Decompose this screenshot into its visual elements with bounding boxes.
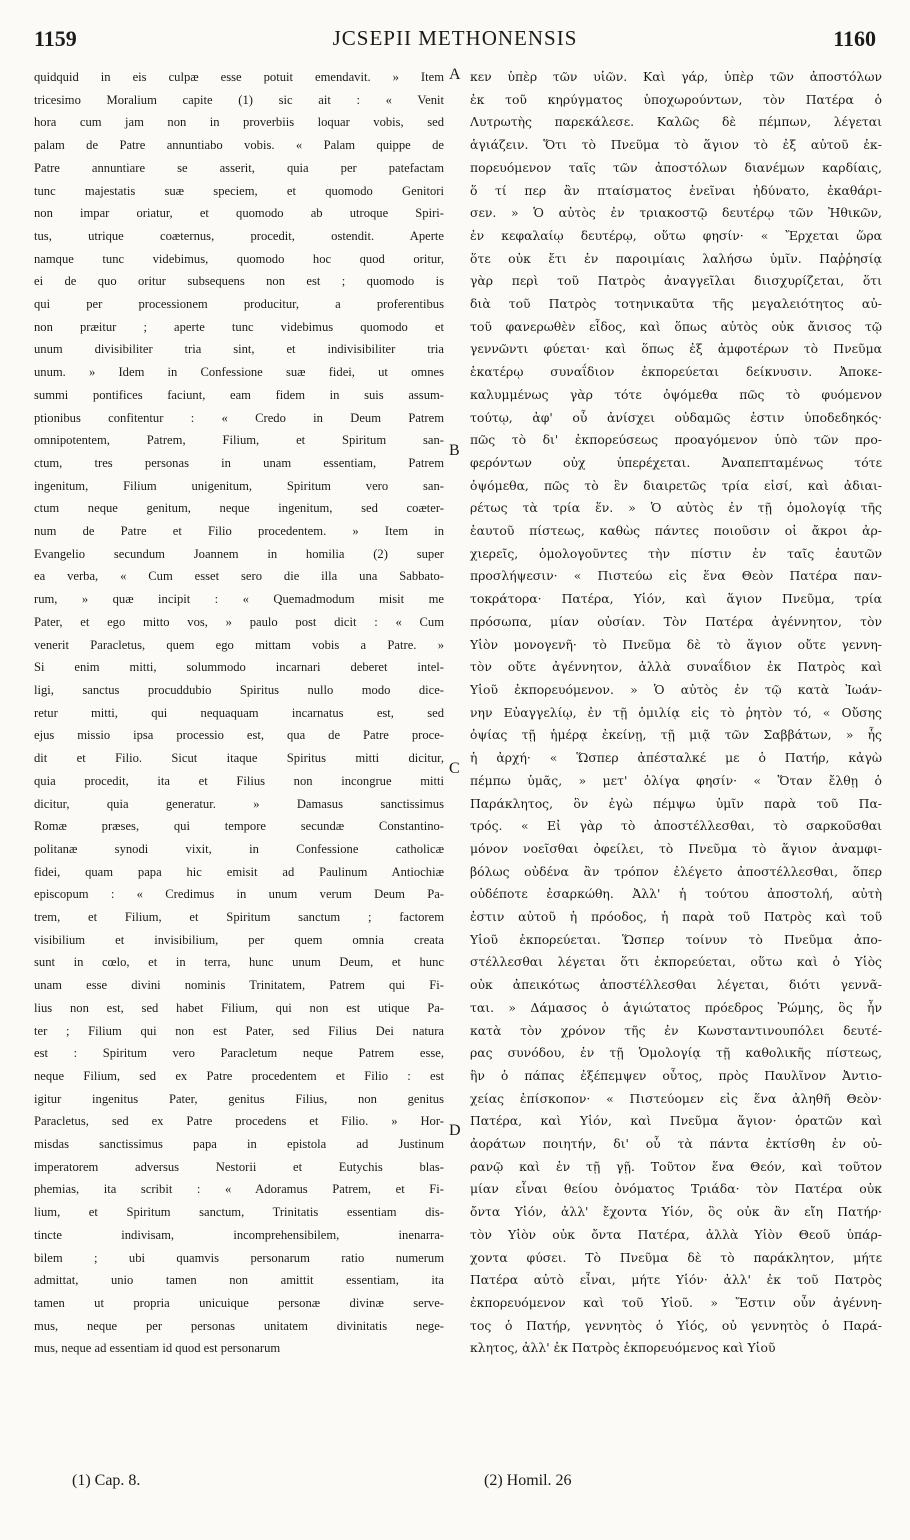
text-line: dicitur, quia generatur. » Damasus sanctissimus [34, 796, 444, 811]
text-line: βόλως οὐδένα ἂν τρόπον ἐλέγετο ἀποστέλλεσθαι, ὅπερ [470, 863, 882, 879]
text-line: πρόσωπα, μίαν οὐσίαν. Τὸν Πατέρα ἀγέννητον, τὸν [470, 613, 882, 629]
text-line: μίαν εἶναι θείου ὀνόματος Τριάδα· τὸν Πατέρα οὐκ [470, 1181, 882, 1197]
text-line: tamen ut propria unicuique personæ divinæ serve- [34, 1295, 444, 1310]
text-line: στέλλεσθαι λέγεται ὅτι ἐκπορεύεται, οὕτω καὶ ὁ Υἱὸς [470, 954, 882, 970]
text-line: omnipotentem, Patrem, Filium, et Spiritum san- [34, 433, 444, 448]
text-line: non impar oriatur, et quomodo ab utroque Spiri- [34, 206, 444, 221]
text-line: Πατέρα αὐτὸ εἶναι, μήτε Υἱόν· ἀλλ' ἐκ τοῦ Πατρὸς [470, 1272, 882, 1288]
text-line: ctum neque genitum, neque ingenitum, sed coæter- [34, 501, 444, 516]
footnote-left: (1) Cap. 8. [72, 1472, 141, 1489]
text-line: politanæ synodi vixit, in Confessione catholicæ [34, 841, 444, 856]
text-line: tunc majestatis suæ speciem, et quomodo Genitori [34, 183, 444, 198]
text-line: Evangelio secundum Joannem in homilia (2) super [34, 546, 444, 561]
text-line: retur mitti, qui nequaquam incarnatus est, sed [34, 705, 444, 720]
page-header [34, 26, 876, 66]
text-line: unum divisibiliter tria sint, et indivisibiliter tria [34, 342, 444, 357]
text-line: non præitur ; aperte tunc videbimus quomodo et [34, 319, 444, 334]
text-line: num de Patre et Filio procedentem. » Item in [34, 524, 444, 539]
text-line: τρός. « Εἰ γὰρ τὸ ἀποστέλλεσθαι, τὸ σαρκοῦσθαι [470, 818, 882, 834]
text-line: γὰρ περὶ τοῦ Πατρὸς ἀναγγεῖλαι διισχυρίζεται, ὅτι [470, 273, 882, 289]
margin-marker-c: C [449, 760, 460, 777]
text-line: Υἱὸν μονογενῆ· τὸ Πνεῦμα δὲ τὸ ἅγιον οὔτε γεννη- [470, 636, 882, 652]
text-line: Romæ præses, qui tempore secundæ Constantino- [34, 819, 444, 834]
text-line: τούτῳ, ἀφ' οὗ ἀνίσχει οὐδαμῶς ἐστιν ὑποδεδηκός· [470, 409, 882, 425]
text-line: bilem ; ubi quamvis personarum ratio numerum [34, 1250, 444, 1265]
text-line: ἑαυτοῦ πίστεως, καθὼς πάντες ποιοῦσιν οἱ ἄκροι ἀρ- [470, 523, 882, 539]
text-line: imperatorem adversus Nestorii et Eutychis blas- [34, 1159, 444, 1174]
text-line: Pater, et ego mitto vos, » paulo post dicit : « Cum [34, 614, 444, 629]
text-line: ei de quo oritur subsequens non est ; quomodo is [34, 274, 444, 289]
text-line: ἑκατέρῳ συναΐδιον ἐκπορεύεται δείκνυσιν. Ἀποκε- [470, 364, 882, 380]
text-line: τος ὁ Πατήρ, γεννητὸς ὁ Υἱός, οὐ γεννητὸς ὁ Παρά- [470, 1317, 882, 1333]
text-line: Υἱοῦ ἐκπορευόμενον. » Ὁ αὐτὸς ἐν τῷ κατὰ Ἰωάν- [470, 681, 882, 697]
text-line: ρέτως τὰ τρία ἕν. » Ὁ αὐτὸς ἐν τῇ ὁμολογίᾳ τῆς [470, 500, 882, 516]
text-line: πορευόμενον ταῖς τῶν ἀποστόλων διανέμων καρδίαις, [470, 159, 882, 175]
text-line: προσλήψεσιν· « Πιστεύω εἰς ἕνα Θεὸν Πατέρα παν- [470, 568, 882, 584]
text-line: venerit Paracletus, quem ego mittam vobis a Patre. » [34, 637, 444, 652]
margin-marker-d: D [449, 1122, 461, 1139]
text-line: mus, neque ad essentiam id quod est personarum [34, 1341, 281, 1356]
text-line: ἐν κεφαλαίῳ δευτέρῳ, οὕτω φησίν· « Ἔρχεται ὥρα [470, 227, 882, 243]
text-line: νην Εὐαγγελίῳ, ἐν τῇ ὁμιλίᾳ εἰς τὸ ῥητὸν τό, « Οὔσης [470, 704, 882, 720]
text-line: πέμπω ὑμᾶς, » μετ' ὀλίγα φησίν· « Ὅταν ἔλθῃ ὁ [470, 772, 882, 788]
text-line: misdas sanctissimus papa in epistola ad Justinum [34, 1137, 444, 1152]
text-line: ὀψόμεθα, πῶς τὸ ἓν διαιρετῶς τρία εἰσί, καὶ ἀδιαι- [470, 477, 882, 493]
text-line: ἀοράτων ποιητήν, δι' οὗ τὰ πάντα ἐκτίσθη ἐν οὐ- [470, 1136, 882, 1152]
text-line: Paracletus, sed ex Patre procedens et Filio. » Hor- [34, 1114, 444, 1129]
text-line: τὸν οὔτε ἀγέννητον, ἀλλὰ συναΐδιον ἐκ Πατρὸς καὶ [470, 659, 882, 675]
text-line: τοῦ φανερωθὲν εἶδος, καὶ ὅπως αὐτὸς οὐκ ἄνισος τῷ [470, 318, 882, 334]
text-line: lius non est, sed habet Filium, qui non est utique Pa- [34, 1000, 444, 1015]
text-line: ἐστιν αὐτοῦ ἡ πρόοδος, ἡ παρὰ τοῦ Πατρὸς καὶ τοῦ [470, 909, 882, 925]
text-line: Υἱοῦ ἐκπορεύεται. Ὥσπερ τοίνυν τὸ Πνεῦμα ἀπο- [470, 931, 882, 947]
text-line: trem, et Filium, et Spiritum sanctum ; factorem [34, 910, 444, 925]
text-line: lium, et Spiritum sanctum, Trinitatis essentiam dis- [34, 1205, 444, 1220]
text-line: Patre annuntiare se asserit, quia per patefactam [34, 160, 444, 175]
text-line: quia procedit, ita et Filius non incongrue mitti [34, 773, 444, 788]
text-line: summi pontifices faciunt, eam fidem in suis assum- [34, 387, 444, 402]
text-line: ρας συνόδου, ἐν τῇ Ὁμολογίᾳ τῇ καθολικῆς πίστεως, [470, 1045, 882, 1061]
text-line: tricesimo Moralium capite (1) sic ait : « Venit [34, 92, 444, 107]
text-line: κεν ὑπὲρ τῶν υἱῶν. Καὶ γάρ, ὑπὲρ τῶν ἀποστόλων [470, 69, 882, 84]
text-line: palam de Patre annuntiabo vobis. « Palam quippe de [34, 138, 444, 153]
text-line: mus, neque per personas unitatem divinitatis nege- [34, 1318, 444, 1333]
text-line: unum. » Idem in Confessione suæ fidei, ut omnes [34, 365, 444, 380]
text-line: ἐκπορευόμενον καὶ τοῦ Υἱοῦ. » Ἔστιν οὖν ἀγέννη- [470, 1294, 882, 1310]
text-line: καλυμμένως γὰρ τότε ὀψόμεθα πῶς τὸ φυόμενον [470, 386, 882, 402]
text-line: episcopum : « Credimus in unum verum Deum Pa- [34, 887, 444, 902]
text-line: ὄντα Υἱόν, ἀλλ' ἔχοντα Υἱόν, ὃς οὐκ ἂν εἴη Πατήρ· [470, 1204, 882, 1220]
text-line: phemias, ita scribit : « Adoramus Patrem, et Fi- [34, 1182, 444, 1197]
text-line: ὅτε οὐκ ἔτι ἐν παροιμίαις λαλήσω ὑμῖν. Παῤῥησίᾳ [470, 250, 882, 266]
text-line: ptionibus confitentur : « Credo in Deum Patrem [34, 410, 444, 425]
text-line: ter ; Filium qui non est Pater, sed Filius Dei natura [34, 1023, 444, 1038]
page-number-left: 1159 [34, 26, 77, 51]
text-line: est : Spiritum vero Paracletum neque Patrem esse, [34, 1046, 444, 1061]
text-line: visibilium et invisibilium, per quem omnia creata [34, 932, 444, 947]
text-line: ἡ ἀρχή· « Ὥσπερ ἀπέσταλκέ με ὁ Πατήρ, κἀγὼ [470, 750, 882, 766]
text-line: τὸν Υἱὸν οὐκ ὄντα Πατέρα, ἀλλὰ Υἱὸν Θεοῦ ὑπάρ- [470, 1226, 882, 1242]
text-line: hora cum jam non in proverbiis loquar vobis, sed [34, 115, 444, 130]
text-line: φερόντων οὐχ ὑπερέχεται. Ἀναπεπταμένως τότε [470, 454, 882, 470]
text-line: sunt in cœlo, et in terra, hunc unum Deum, et hunc [34, 955, 444, 970]
text-line: οὐδέποτε ἐσαρκώθη. Ἀλλ' ἡ τούτου ἀποστολή, αὐτὴ [470, 886, 882, 902]
text-line: ligi, sanctus procuddubio Spiritus nullo modo dice- [34, 682, 444, 697]
text-line: Πατέρα, καὶ Υἱόν, καὶ Πνεῦμα ἅγιον· ὁρατῶν καὶ [470, 1113, 882, 1129]
text-line: ὅ τί περ ἂν πταίσματος ἐνεῖναι ἠδύνατο, ἐκαθάρι- [470, 182, 882, 198]
text-line: ea verba, « Cum esset sero die illa una Sabbato- [34, 569, 444, 584]
text-line: admittat, unio tamen non amittit essentiam, ita [34, 1273, 444, 1288]
latin-column [34, 66, 444, 1446]
text-line: neque Filium, sed ex Patre procedentem et Filio : est [34, 1068, 444, 1083]
text-line: rum, » quæ incipit : « Quemadmodum misit me [34, 592, 444, 607]
text-line: tincte indivisam, incomprehensibilem, inenarra- [34, 1227, 444, 1242]
margin-marker-a: A [449, 66, 461, 83]
text-line: χοντα φύσει. Τὸ Πνεῦμα δὲ τὸ παράκλητον, μήτε [470, 1249, 882, 1265]
text-line: fidei, quam papa hic emisit ad Paulinum Antiochiæ [34, 864, 444, 879]
text-line: ἁγιάζειν. Ὅτι τὸ Πνεῦμα τὸ ἅγιον τὸ ἐξ αὐτοῦ ἐκ- [470, 137, 882, 153]
text-line: Παράκλητος, ὃν ἐγὼ πέμψω ὑμῖν παρὰ τοῦ Πα- [470, 795, 882, 811]
text-line: ejus missio ipsa processio est, qua de Patre proce- [34, 728, 444, 743]
text-line: ἣν ὁ πάπας ἐξέπεμψεν οὗτος, πρὸς Παυλῖνον Ἀντιο- [470, 1067, 882, 1083]
text-line: ctum, tres personas in unam essentiam, Patrem [34, 455, 444, 470]
page-number-right: 1160 [833, 26, 876, 51]
text-line: ἐκ τοῦ κηρύγματος ὑποχωρούντων, τὸν Πατέρα ὁ [470, 91, 882, 107]
text-line: διὰ τοῦ Πατρὸς τοτηνικαῦτα τῆς μεγαλειότητος αὐ- [470, 296, 882, 312]
text-line: namque tunc videbimus, quomodo hoc quod oritur, [34, 251, 444, 266]
text-line: Si enim mitti, solummodo incarnari deberet intel- [34, 660, 444, 675]
text-line: tus, utrique coæternus, procedit, ostendit. Aperte [34, 228, 444, 243]
greek-column [470, 66, 882, 1446]
text-line: igitur ingenitus Pater, genitus Filius, non genitus [34, 1091, 444, 1106]
text-line: οὐκ ἀπεικότως ἀποστέλλεσθαι λέγεται, διότι γεννᾶ- [470, 977, 882, 993]
text-line: ὀψίας τῇ ἡμέρᾳ ἐκείνῃ, τῇ μιᾷ τῶν Σαββάτων, » ἧς [470, 727, 882, 743]
text-line: χιερεῖς, ὁμολογοῦντες τὴν πίστιν ἐν ταῖς ἑαυτῶν [470, 545, 882, 561]
text-line: κλητος, ἀλλ' ἐκ Πατρὸς ἐκπορευόμενος καὶ Υἱοῦ [470, 1340, 776, 1356]
text-line: σεν. » Ὁ αὐτὸς ἐν τριακοστῷ δευτέρῳ τῶν Ἠθικῶν, [470, 205, 882, 221]
text-line: unam esse divini nominis Trinitatem, Patrem qui Fi- [34, 978, 444, 993]
text-line: τοκράτορα· Πατέρα, Υἱόν, καὶ ἅγιον Πνεῦμα, τρία [470, 591, 882, 607]
text-line: dit et Filio. Sicut itaque Spiritus mitti dicitur, [34, 751, 444, 766]
running-title: JCSEPII METHONENSIS [332, 26, 578, 50]
footnote-right: (2) Homil. 26 [484, 1472, 572, 1489]
margin-marker-b: B [449, 442, 460, 459]
text-line: κατὰ τὸν χρόνον τῆς ἐν Κωνσταντινουπόλει δευτέ- [470, 1022, 882, 1038]
text-line: ται. » Δάμασος ὁ ἁγιώτατος πρόεδρος Ῥώμης, ὃς ἦν [470, 999, 882, 1015]
text-line: ingenitum, Filium unigenitum, Spiritum vero san- [34, 478, 444, 493]
text-line: qui per processionem producitur, a proferentibus [34, 297, 444, 312]
text-line: γεννῶντι φύεται· καὶ ὅπως ἐξ ἀμφοτέρων τὸ Πνεῦμα [470, 341, 882, 357]
text-line: ρανῷ καὶ ἐν τῇ γῇ. Τοῦτον ἕνα Θεόν, καὶ τοῦτον [470, 1158, 882, 1174]
text-line: χείας ἐπίσκοπον· « Πιστεύομεν εἰς ἕνα ἀληθῆ Θεὸν· [470, 1090, 882, 1106]
text-line: Λυτρωτὴς παρεκάλεσε. Καλῶς δὲ πέμπων, λέγεται [470, 114, 882, 130]
text-line: quidquid in eis culpæ esse potuit emendavit. » Item [34, 70, 444, 84]
text-line: πῶς τὸ δι' ἐκπορεύσεως προαγόμενον ὑπὸ τῶν προ- [470, 432, 882, 448]
text-line: μόνον νοεῖσθαι ὀφείλει, τὸ Πνεῦμα τὸ ἅγιον ἀναμφι- [470, 840, 882, 856]
